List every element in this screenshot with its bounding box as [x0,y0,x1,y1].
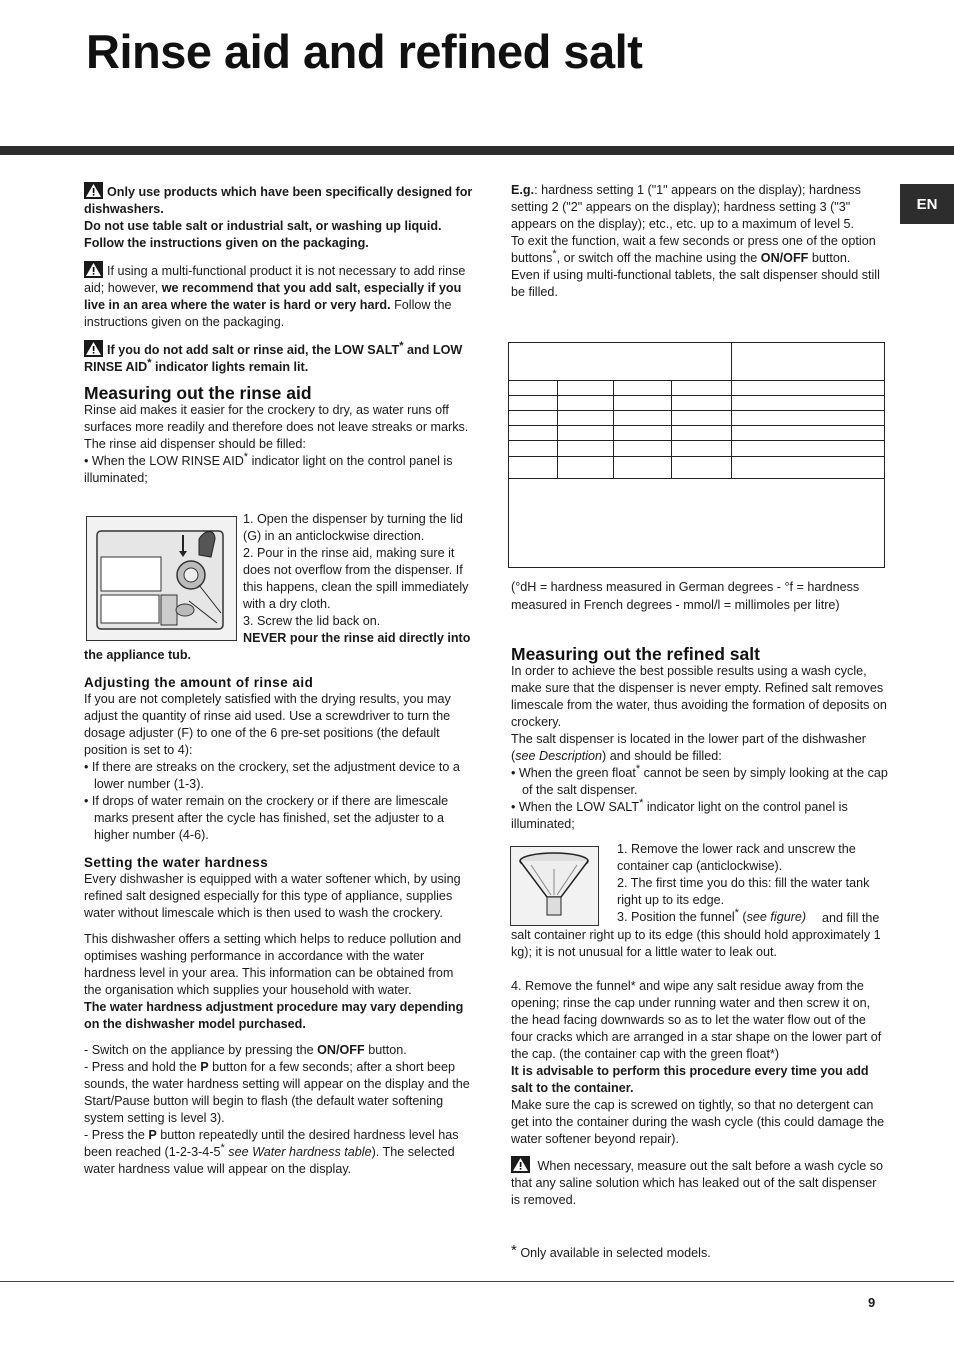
salt-step-1: 1. Remove the lower rack and unscrew the container cap (anticlockwise). [617,842,856,873]
never-warning: NEVER pour the rinse aid directly into the appliance tub. [84,631,471,662]
language-tab: EN [900,184,954,224]
warning-text-2b: we recommend that you add salt, especially if you live in an area where the water is hard or very hard. [84,281,462,312]
water-hardness-table [508,342,885,568]
advisable-note: It is advisable to perform this procedure every time you add salt to the container. [511,1064,869,1095]
warning-text-3c: indicator lights remain lit. [155,360,309,374]
press-hold-end: button for a few seconds; after a short beep sounds, the water hardness setting will appear on the display and the Start/Pause button will begin to flash (the default water softening system setting is level 3). [84,1060,470,1125]
rinse-steps [243,511,475,630]
warning-icon [84,261,103,278]
right-column [511,182,889,301]
rinse-aid-dispenser-figure [86,516,237,641]
salt-warning-text: When necessary, measure out the salt before a wash cycle so that any saline solution which has leaked out of the salt dispenser is removed. [511,1159,884,1207]
warning-text-3b: and LOW RINSE AID [84,343,463,374]
press-repeat-mid: button repeatedly until the desired hardness level has been reached (1-2-3-4-5 [84,1128,459,1159]
salt-bullet-2b: indicator light on the control panel is illuminated; [511,800,848,831]
rinse-step-2: 2. Pour in the rinse aid, making sure it does not overflow from the dispenser. If this happens, clean the spill immediately with a dry cloth. [243,546,469,611]
salt-paragraph-1: In order to achieve the best possible results using a wash cycle, make sure that the dispenser is never empty. Refined salt removes limescale from the water, thus avoiding the formation of deposits on crockery. [511,664,887,729]
press-repeat-text: - Press the [84,1128,145,1142]
switch-on-end: button. [368,1043,407,1057]
eg-label: E.g. [511,183,535,197]
footnote-star: * [511,1242,517,1259]
eg-text: : hardness setting 1 ("1" appears on the display); hardness setting 2 ("2" appears on the display); hardness setting 3 ("3" appears on the display); etc., etc. up to a maximum of level 5. [511,183,861,231]
footer-rule [0,1281,954,1282]
warning-icon [511,1156,530,1173]
cap-note: Make sure the cap is screwed on tightly, so that no detergent can get into the container during the wash cycle (this could damage the water softener beyond repair). [511,1098,885,1146]
warning-text-1: Only use products which have been specifically designed for dishwashers. [84,185,473,216]
warning-text-2a: If using a multi-functional product it is not necessary to add rinse aid; however, [84,264,466,295]
warning-text-3a: If you do not add salt or rinse aid, the LOW SALT [107,343,400,357]
left-column [84,182,474,487]
footnote [511,1242,889,1262]
multi-tablet-note: Even if using multi-functional tablets, the salt dispenser should still be filled. [511,268,880,299]
salt-step-2: 2. The first time you do this: fill the water tank right up to its edge. [617,876,870,907]
footnote-star: * [399,339,404,352]
footnote-star: * [552,247,557,260]
salt-bullet-2a: • When the LOW SALT [511,800,640,814]
salt-p2c: ) and should be filled: [602,749,722,763]
p-button-label: P [200,1060,209,1074]
left-column-lower [84,674,474,1178]
figure-ref: see figure) [746,910,807,924]
heading-refined-salt: Measuring out the refined salt [511,644,760,664]
footnote-star: * [734,906,739,919]
footnote-star: * [639,796,644,809]
page-number: 9 [868,1295,876,1310]
hardness-table-ref: see Water hardness table [228,1145,372,1159]
rinse-paragraph-2: The rinse aid dispenser should be filled: [84,437,306,451]
exit-text-a: To exit the function, wait a few seconds or press one of the option buttons [511,234,876,265]
warning-text-1b: Do not use table salt or industrial salt, or washing up liquid. Follow the instructions given on the packaging. [84,219,442,250]
footnote-text: Only available in selected models. [520,1246,711,1260]
salt-step-4: 4. Remove the funnel* and wipe any salt residue away from the opening; rinse the cap under running water and then screw it on, the head facing downwards so as to let the water flow out of the four cracks which are arranged in a star shape on the lower part of the cap. (the container cap with the green float*) [511,979,882,1061]
salt-steps-bottom [511,978,889,1209]
salt-p2a: The salt dispenser is located in the lower part of the dishwasher ( [511,732,866,763]
rinse-step-3: 3. Screw the lid back on. [243,614,381,628]
switch-on-text: - Switch on the appliance by pressing the [84,1043,314,1057]
salt-bullet-1b: cannot be seen by simply looking at the cap of the salt dispenser. [522,766,888,797]
heading-water-hardness: Setting the water hardness [84,855,269,870]
footnote-star: * [220,1141,225,1154]
water-paragraph-2: This dishwasher offers a setting which helps to reduce pollution and optimises washing performance in accordance with the water hardness level in your area. This information can be obtained from the organisation which supplies your household with water. [84,932,462,997]
adjust-bullet-1: • If there are streaks on the crockery, set the adjustment device to a lower number (1-3). [84,760,460,791]
onoff-label: ON/OFF [317,1043,365,1057]
heading-rinse-aid: Measuring out the rinse aid [84,383,312,403]
salt-step-3a: 3. Position the funnel [617,910,735,924]
rinse-bullet-a: • When the LOW RINSE AID [84,454,244,468]
warning-icon [84,182,103,199]
rinse-step-1: 1. Open the dispenser by turning the lid (G) in an anticlockwise direction. [243,512,463,543]
description-ref: see Description [515,749,603,763]
salt-step-3-continued: and fill the salt container right up to its edge (this should hold approximately 1 kg); it is not unusual for a little water to leak out. [511,911,881,959]
rinse-paragraph-1: Rinse aid makes it easier for the crockery to dry, as water runs off surfaces more readily and therefore does not leave streaks or marks. [84,403,469,434]
adjust-paragraph: If you are not completely satisfied with the drying results, you may adjust the quantity of rinse aid used. Use a screwdriver to turn the dosage adjuster (F) to one of the 6 pre-set positions (the default position is set to 4): [84,692,451,757]
heading-adjusting: Adjusting the amount of rinse aid [84,675,314,690]
p-button-label: P [148,1128,157,1142]
water-procedure-note: The water hardness adjustment procedure may vary depending on the dishwasher model purchased. [84,1000,464,1031]
rinse-bullet-b: indicator light on the control panel is illuminated; [84,454,453,485]
exit-text-d: button. [811,251,851,265]
onoff-label: ON/OFF [760,251,809,265]
press-repeat-end: ). The selected water hardness value will appear on the display. [84,1145,455,1176]
footnote-star: * [243,450,249,463]
adjust-bullet-2: • If drops of water remain on the crockery or if there are limescale marks present after the cycle has finished, set the adjuster to a higher number (4-6). [84,794,449,842]
page-title: Rinse aid and refined salt [86,25,643,78]
warning-text-2c: Follow the instructions given on the packaging. [84,298,452,329]
footnote-star: * [635,762,641,775]
hardness-legend: (°dH = hardness measured in German degrees - °f = hardness measured in French degrees - mmol/l = millimoles per litre) [511,580,860,612]
exit-text-b: , or switch off the machine using the [556,251,758,265]
warning-icon [84,340,103,357]
header-rule [0,146,954,155]
salt-step-3b: ( [742,910,747,924]
water-paragraph-1: Every dishwasher is equipped with a water softener which, by using refined salt designed especially for this type of appliance, supplies water without limescale which is then used to wash the crockery. [84,872,461,920]
press-hold-text: - Press and hold the [84,1060,197,1074]
footnote-star: * [147,356,152,369]
right-column-salt [511,646,889,833]
salt-bullet-1a: • When the green float [511,766,636,780]
